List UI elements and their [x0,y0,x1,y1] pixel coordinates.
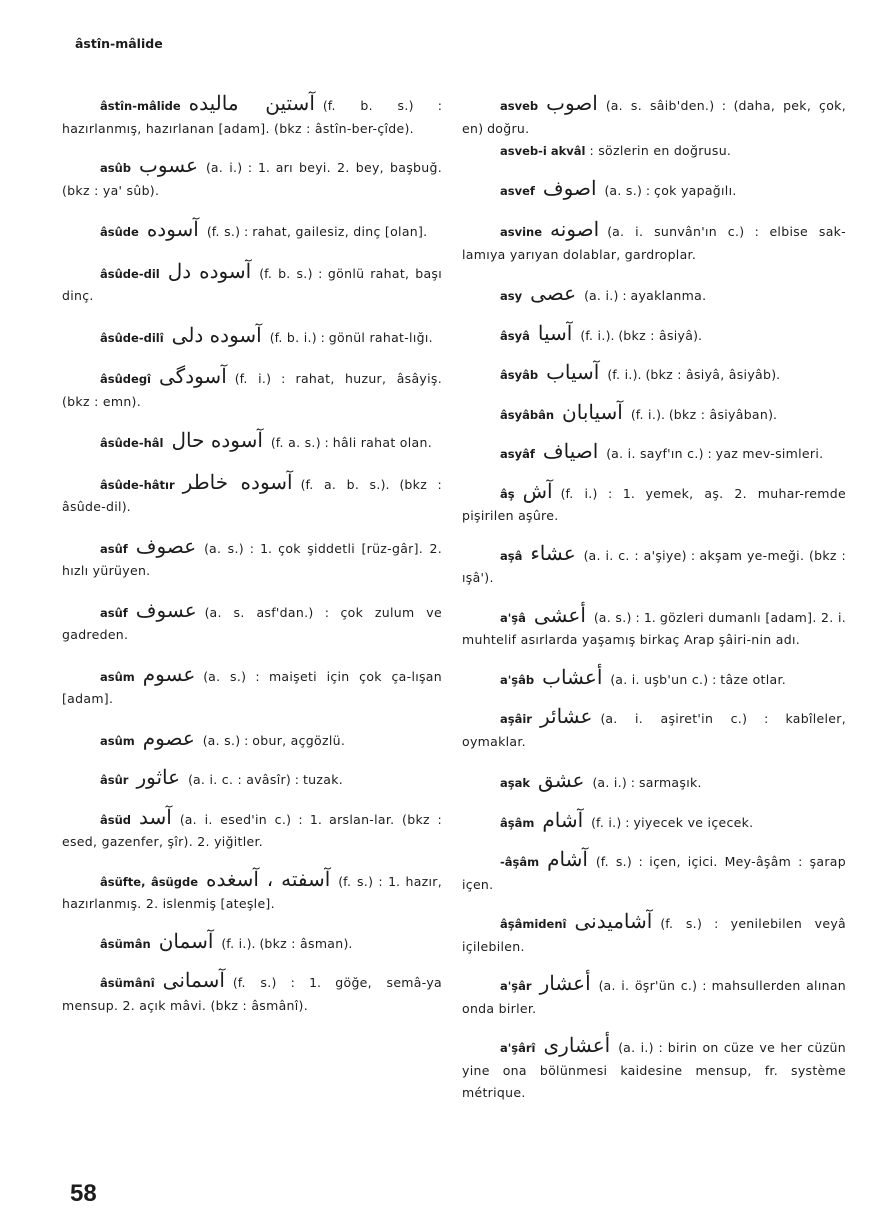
dictionary-entry [462,282,846,308]
definition: (a. s.) : 1. gözleri dumanlı [adam]. 2. i. muhtelif asırlarda yaşamış birkaç Arap şâiri-nin adı. [462,609,846,647]
dictionary-entry [462,910,846,958]
dictionary-entry [62,599,442,647]
definition: (a. i. c. : avâsîr) : tuzak. [188,772,344,787]
arabic-script: آشاميدنى [574,909,653,933]
definition: (f. i.) : rahat, huzur, âsâyiş. (bkz : emn). [62,371,442,409]
definition: (f. a. s.) : hâli rahat olan. [270,435,432,450]
headword: âsûdegî [100,372,151,386]
headword: a'şâr [500,979,532,993]
headword: âsyâbân [500,407,555,422]
definition: (a. i. c. : a'şiye) : akşam ye-meği. (bkz : ışâ'). [462,547,846,585]
definition: (a. s. sâib'den.) : (daha, pek, çok, en) doğru. [462,98,846,136]
dictionary-entry [62,324,442,350]
headword: âsûde [100,225,139,239]
arabic-script: آسوده دل [167,258,252,283]
definition: (a. i.) : birin on cüze ve her cüzün yine ona bölünmesi kaidesine mensup, fr. système métrique. [462,1040,846,1100]
dictionary-entry [462,322,846,348]
dictionary-entry [462,705,846,753]
definition: (a. s.) : maişeti için çok ça-lışan [adam]. [62,668,442,706]
definition: (a. i.) : ayaklanma. [584,288,707,303]
arabic-script: عشائر [539,704,593,728]
headword: âsüfte, âsügde [100,874,199,889]
headword: âşâmidenî [500,917,567,931]
dictionary-entry [62,930,442,956]
definition: (a. i. öşr'ün c.) : mahsullerden alınan onda birler. [462,978,846,1016]
definition: (f. s.) : içen, içici. Mey-âşâm : şarap içen. [462,854,846,892]
headword: âş [500,486,515,501]
dictionary-entry [62,969,442,1017]
arabic-script: عشق [538,768,585,792]
headword: âsûde-hâtır [100,477,175,492]
definition: (f. b. s.) : gönlü rahat, başı dinç. [62,265,442,303]
headword: âsyâb [500,368,539,382]
dictionary-entry [62,429,442,455]
headword: asveb [500,99,539,113]
headword: a'şâb [500,672,535,687]
arabic-script: عسوم [142,661,196,686]
dictionary-entry [62,663,442,711]
definition: (f. i.) : 1. yemek, aş. 2. muhar-remde pişirilen aşûre. [462,485,846,523]
dictionary-entry [462,848,846,896]
headword: asyâf [500,447,535,461]
arabic-script: عسوب [139,153,198,177]
definition: (a. s. asf'dan.) : çok zulum ve gadreden. [62,604,442,642]
dictionary-entry [462,140,846,163]
arabic-script: عصوف [135,533,197,558]
dictionary-entry [462,604,846,652]
dictionary-entry [462,480,846,528]
definition: (f. s.) : yenilebilen veyâ içilebilen. [462,916,846,954]
definition: (f. s.) : 1. göğe, semâ-ya mensup. 2. açık mâvi. (bkz : âsmânî). [62,975,442,1013]
dictionary-entry [62,868,442,916]
dictionary-entry [462,177,846,203]
definition: (a. s.) : obur, açgözlü. [202,732,346,748]
arabic-script: عصى [530,281,577,305]
headword: âsûde-hâl [100,436,164,450]
arabic-script: أعشار [539,971,591,995]
dictionary-entry [62,727,442,753]
dictionary-entry [462,440,846,466]
dictionary-entry [62,365,442,413]
arabic-script: أعشارى [543,1033,611,1057]
dictionary-entry [62,766,442,792]
headword: asveb-i akvâl [500,144,586,158]
arabic-script: اصياف [542,439,599,463]
headword: aşâ [500,548,523,563]
headword: -âşâm [500,855,540,869]
arabic-script: اصوب [546,91,598,115]
headword: a'şâ [500,610,526,625]
headword: âsûr [100,773,129,787]
arabic-script: عشاء [530,540,576,565]
arabic-script: عصوم [142,725,195,750]
arabic-script: عسوف [135,597,197,622]
arabic-script: آسوده خاطر [182,469,293,494]
headword: asy [500,289,523,303]
headword: âsyâ [500,328,530,343]
arabic-script: أعشاب [542,664,603,689]
headword: âşâm [500,815,535,830]
arabic-script: عاثور [136,765,181,789]
definition: (f. i.). (bkz : âsiyâban). [630,406,777,422]
definition: (a. i. sayf'ın c.) : yaz mev-simleri. [606,446,824,461]
arabic-script: أعشى [533,602,586,627]
headword: âsüd [100,812,132,827]
definition: (a. i. uşb'un c.) : tâze otlar. [610,671,787,687]
definition: : sözlerin en doğrusu. [589,143,732,158]
arabic-script: آسمانى [162,968,225,992]
dictionary-entry [62,218,442,244]
arabic-script: آسيا [537,320,573,345]
definition: (f. i.). (bkz : âsiyâ). [580,327,703,343]
dictionary-entry [62,535,442,583]
definition: (a. i.) : 1. arı beyi. 2. bey, başbuğ. (bkz : ya' sûb). [62,160,442,198]
dictionary-entry [462,218,846,266]
arabic-script: آسمان [158,928,214,953]
definition: (f. i.) : yiyecek ve içecek. [591,814,754,830]
arabic-script: آسد [139,804,172,829]
running-header: âstîn-mâlide [75,36,163,51]
left-column [62,92,442,1017]
right-column [462,92,846,1105]
definition: (a. s.) : 1. çok şiddetli [rüz-gâr]. 2. hızlı yürüyen. [62,540,442,578]
dictionary-entry [62,471,442,519]
dictionary-entry [62,260,442,308]
arabic-script: آسوده حال [171,428,263,452]
headword: âsümân [100,936,151,951]
headword: âsümânî [100,976,155,990]
dictionary-entry [462,92,846,140]
headword: asûm [100,733,135,748]
arabic-script: آسودگى [159,364,227,388]
definition: (f. s.) : rahat, gailesiz, dinç [olan]. [206,224,428,239]
definition: (f. a. b. s.). (bkz : âsûde-dil). [62,476,442,514]
dictionary-entry [462,666,846,692]
headword: âsûde-dilî [100,330,164,345]
arabic-script: آسوده [146,217,199,241]
headword: âstîn-mâlide [100,99,181,113]
headword: asûb [100,161,132,175]
definition: (f. i.). (bkz : âsman). [221,935,353,951]
headword: asûf [100,605,128,620]
arabic-script: آشام [547,847,588,871]
headword: aşak [500,776,531,790]
arabic-script: آسياب [546,360,600,384]
definition: (a. i. esed'in c.) : 1. arslan-lar. (bkz : esed, gazenfer, şîr). 2. yiğitler. [62,811,442,849]
dictionary-entry [462,361,846,387]
dictionary-entry [462,972,846,1020]
headword: asûf [100,541,128,556]
arabic-script: آسوده دلى [171,322,262,347]
definition: (a. i. aşiret'in c.) : kabîleler, oymaklar. [462,711,846,749]
definition: (a. s.) : çok yapağılı. [604,182,737,198]
arabic-script: آسفته ، آسغده [206,866,331,891]
arabic-script: آسيابان [562,399,623,424]
arabic-script: آستين ماليده [188,91,315,115]
headword: a'şârî [500,1041,536,1055]
headword: asvine [500,225,543,239]
dictionary-entry [462,769,846,795]
dictionary-entry [62,92,442,140]
definition: (f. s.) : 1. hazır, hazırlanmış. 2. islenmiş [ateşle]. [62,873,442,911]
dictionary-entry [462,401,846,427]
headword: âsûde-dil [100,266,160,281]
arabic-script: اصونه [550,217,600,241]
dictionary-entry [462,542,846,590]
definition: (f. i.). (bkz : âsiyâ, âsiyâb). [607,367,781,382]
arabic-script: آش [522,478,553,503]
arabic-script: اصوف [542,175,597,200]
definition: (f. b. i.) : gönül rahat-lığı. [269,329,433,345]
definition: (f. b. s.) : hazırlanmış, hazırlanan [adam]. (bkz : âstîn-ber-çîde). [62,98,442,136]
arabic-script: آشام [542,807,584,832]
dictionary-entry [62,806,442,854]
definition: (a. i.) : sarmaşık. [592,775,702,790]
dictionary-entry [462,809,846,835]
page-number: 58 [70,1180,97,1207]
headword: asvef [500,183,535,198]
dictionary-entry [462,1034,846,1105]
headword: aşâir [500,712,532,726]
definition: (a. i. sunvân'ın c.) : elbise sak-lamıya yarıyan dolablar, gardroplar. [462,224,846,262]
dictionary-entry [62,154,442,202]
headword: asûm [100,669,135,684]
